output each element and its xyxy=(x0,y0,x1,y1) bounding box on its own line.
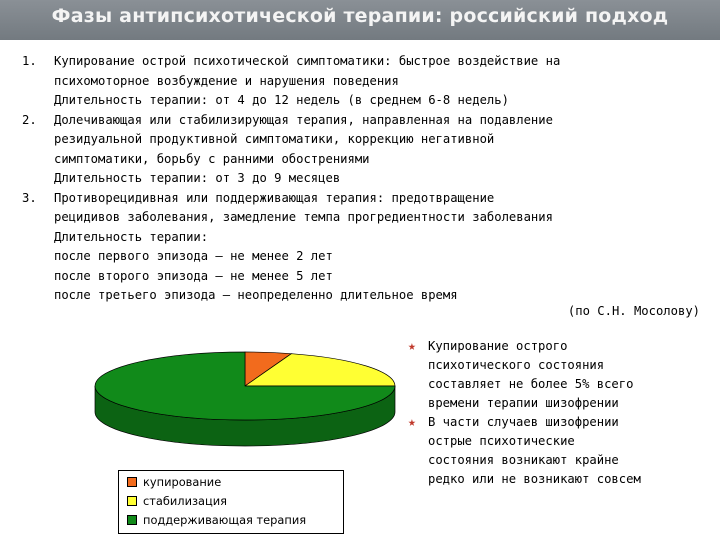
note-1-line-1: Купирование острого xyxy=(428,339,568,353)
note-1-line-3: составляет не более 5% всего xyxy=(428,377,634,391)
phase-3-line-2: рецидивов заболевания, замедление темпа прогредиентности заболевания xyxy=(54,210,553,224)
legend-item-stabilizatsiya xyxy=(127,493,227,509)
phase-3-after-third: после третьего эпизода – неопределенно длительное время xyxy=(54,288,458,302)
phase-3-line-1: Противорецидивная или поддерживающая терапия: предотвращение xyxy=(54,190,495,205)
note-2-line-3: состояния возникают крайне xyxy=(428,453,619,467)
phase-item-2 xyxy=(22,111,692,189)
note-item-1 xyxy=(408,337,708,413)
phase-1-duration: Длительность терапии: от 4 до 12 недель (в среднем 6-8 недель) xyxy=(54,93,509,107)
star-bullet-icon: ★ xyxy=(408,339,416,354)
phase-number: 1. xyxy=(22,54,37,68)
star-bullet-icon: ★ xyxy=(408,415,416,430)
note-2-line-1: В части случаев шизофрении xyxy=(428,415,619,429)
phase-2-line-1: Долечивающая или стабилизирующая терапия, направленная на подавление xyxy=(54,112,553,127)
phase-1-line-2: психомоторное возбуждение и нарушения поведения xyxy=(54,73,399,88)
note-1-line-4: времени терапии шизофрении xyxy=(428,396,619,410)
phase-2-line-2: резидуальной продуктивной симптоматики, коррекцию негативной xyxy=(54,132,495,146)
phase-3-after-first: после первого эпизода – не менее 2 лет xyxy=(54,249,333,263)
slide-title: Фазы антипсихотической терапии: российский подход xyxy=(51,5,669,27)
chart-legend xyxy=(118,470,344,534)
notes xyxy=(408,337,708,489)
phase-list xyxy=(22,52,692,306)
legend-swatch-orange xyxy=(127,477,137,487)
phase-2-line-3: симптоматики, борьбу с ранними обострениями xyxy=(54,151,370,166)
pie-chart xyxy=(80,338,410,473)
legend-swatch-green xyxy=(127,515,137,525)
phase-3-after-second: после второго эпизода – не менее 5 лет xyxy=(54,268,333,283)
title-bar xyxy=(0,0,720,40)
note-2-line-2: острые психотические xyxy=(428,434,575,448)
phase-3-duration-label: Длительность терапии: xyxy=(54,229,209,244)
legend-item-kupirovanie xyxy=(127,474,221,490)
phase-2-duration: Длительность терапии: от 3 до 9 месяцев xyxy=(54,171,341,185)
phase-number: 3. xyxy=(22,190,37,205)
legend-label: купирование xyxy=(143,475,222,489)
note-2-line-4: редко или не возникают совсем xyxy=(428,472,641,486)
phase-number: 2. xyxy=(22,112,37,127)
legend-label: поддерживающая терапия xyxy=(143,513,307,527)
legend-item-podderzhivayushchaya xyxy=(127,512,306,528)
note-item-2 xyxy=(408,413,708,489)
phase-1-line-1: Купирование острой психотической симптоматики: быстрое воздействие на xyxy=(54,54,561,68)
legend-swatch-yellow xyxy=(127,496,137,506)
citation: (по С.Н. Мосолову) xyxy=(567,304,700,318)
phase-item-3 xyxy=(22,189,692,306)
phase-item-1 xyxy=(22,52,692,111)
legend-label: стабилизация xyxy=(143,494,228,508)
note-1-line-2: психотического состояния xyxy=(428,358,605,372)
